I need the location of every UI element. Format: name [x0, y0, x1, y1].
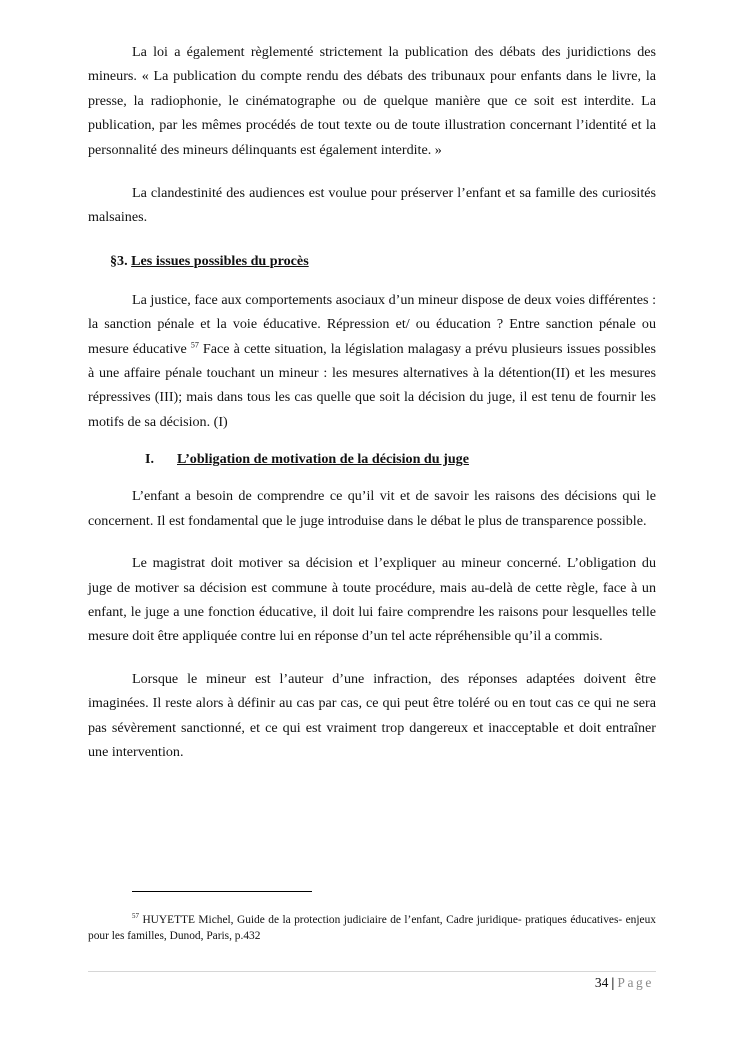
- page-number: 34: [594, 975, 609, 990]
- paragraph-text-before-ref: La justice, face aux comportements asociaux d’un mineur dispose de deux voies différentes : la sanction pénale et la voie éducative. Répression et/ ou éducation ? Entre sanction pénale ou mesure éducative: [88, 291, 656, 357]
- page-footer: [595, 974, 654, 992]
- footnote-reference: 57: [190, 339, 199, 349]
- page-body: [88, 40, 656, 764]
- subsection-heading: [145, 448, 656, 470]
- footnote: [88, 912, 656, 944]
- paragraph-adapted-responses: Lorsque le mineur est l’auteur d’une infraction, des réponses adaptées doivent être imaginées. Il reste alors à définir au cas par cas, ce qui peut être toléré ou en tout cas ce qui ne sera pas sévèrement sanctionné, et ce qui est vraiment trop dangereux et inacceptable et doit entraîner une intervention.: [88, 670, 656, 760]
- paragraph-possible-outcomes: [88, 288, 656, 434]
- subsection-title: L’obligation de motivation de la décision du juge: [177, 451, 469, 468]
- paragraph-magistrate-motivation: Le magistrat doit motiver sa décision et l’expliquer au mineur concerné. L’obligation du juge de motiver sa décision est commune à toute procédure, mais au-delà de cette règle, face à un enfant, le juge a une fonction éducative, il doit lui faire comprendre les raisons pour lesquelles telle mesure doit être appliquée contre lui en réponse d’un tel acte répréhensible qu’il a commis.: [88, 555, 656, 645]
- section-title: Les issues possibles du procès: [131, 252, 309, 269]
- paragraph-closed-hearings: La clandestinité des audiences est voulue pour préserver l’enfant et sa famille des curiosités malsaines.: [88, 185, 656, 226]
- subsection-number: I.: [145, 451, 155, 468]
- paragraph-text-after-ref: Face à cette situation, la législation malagasy a prévu plusieurs issues possibles à une affaire pénale touchant un mineur : les mesures alternatives à la détention(II) et les mesures répressives (III); mais dans tous les cas quelle que soit la décision du juge, il est tenu de fournir les motifs de sa décision. (I): [88, 340, 656, 430]
- page-label: Page: [617, 975, 654, 990]
- footer-divider: [88, 971, 656, 972]
- section-number: §3.: [110, 252, 128, 269]
- footnote-number: 57: [132, 912, 139, 921]
- paragraph-child-understanding: L’enfant a besoin de comprendre ce qu’il vit et de savoir les raisons des décisions qui le concernent. Il est fondamental que le juge introduise dans le débat le plus de transparence possible.: [88, 488, 656, 529]
- footer-separator: |: [611, 975, 615, 990]
- paragraph-publication-ban: La loi a également règlementé strictement la publication des débats des juridictions des mineurs. « La publication du compte rendu des débats des tribunaux pour enfants dans le livre, la presse, la radiophonie, le cinématographe ou de quelque manière que ce soit est interdite. La publication, par les mêmes procédés de tout texte ou de toute illustration concernant l’identité et la personnalité des mineurs délinquants est également interdite. »: [88, 44, 656, 158]
- section-heading: [110, 250, 656, 272]
- footnote-separator: [132, 891, 312, 892]
- footnote-text: HUYETTE Michel, Guide de la protection judiciaire de l’enfant, Cadre juridique- pratiques éducatives- enjeux pour les familles, Dunod, Paris, p.432: [88, 914, 656, 942]
